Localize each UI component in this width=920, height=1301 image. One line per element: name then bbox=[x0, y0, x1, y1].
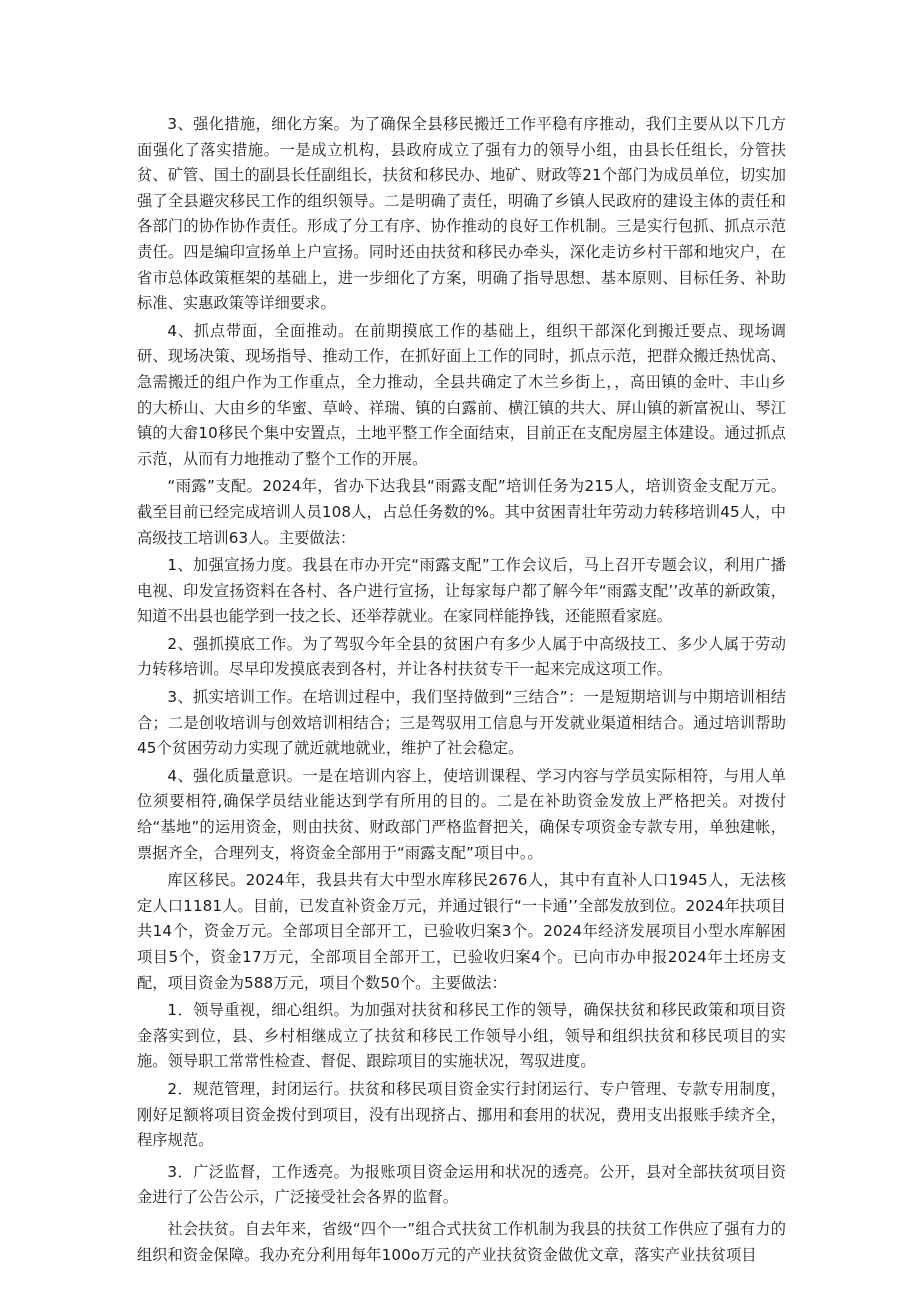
paragraph-quality: 4、强化质量意识。一是在培训内容上，使培训课程、学习内容与学员实际相符，与用人单位须要相符,确保学员结业能达到学有所用的目的。二是在补助资金发放上严格把关。对拨付给“基地”的运用资金，则由扶贫、财政部门严格监督把关，确保专项资金专款专用，单独建帐，票据齐全，合理列支，将资金全部用于“雨露支配”项目中。。 bbox=[137, 766, 786, 862]
paragraph-publicity: 1、加强宣扬力度。我县在市办开完“雨露支配”工作会议后，马上召开专题会议，利用广播电视、印发宣扬资料在各村、各户进行宣扬，让每家每户都了解今年“雨露支配’’改革的新政策，知道不出县也能学到一技之长、还举荐就业。在家同样能挣钱，还能照看家庭。 bbox=[137, 556, 786, 626]
paragraph-social-poverty: 社会扶贫。自去年来，省级“四个一”组合式扶贫工作机制为我县的扶贫工作供应了强有力的组织和资金保障。我办充分利用每年100o万元的产业扶贫资金做优文章，落实产业扶贫项目 bbox=[137, 1219, 786, 1264]
paragraph-leadership: 1．领导重视，细心组织。为加强对扶贫和移民工作的领导，确保扶贫和移民政策和项目资金落实到位，县、乡村相继成立了扶贫和移民工作领导小组，领导和组织扶贫和移民项目的实施。领导职工常常性检查、督促、跟踪项目的实施状况，驾驭进度。 bbox=[137, 1001, 786, 1071]
paragraph-yulu-plan: “雨露”支配。2024年，省办下达我县“雨露支配”培训任务为215人，培训资金支配万元。截至目前已经完成培训人员108人，占总任务数的%。其中贫困青壮年劳动力转移培训45人，中高级技工培训63人。主要做法： bbox=[137, 477, 786, 547]
paragraph-supervision: 3．广泛监督，工作透亮。为报账项目资金运用和状况的透亮。公开，县对全部扶贫项目资金进行了公告公示，广泛接受社会各界的监督。 bbox=[137, 1162, 786, 1207]
paragraph-training: 3、抓实培训工作。在培训过程中，我们坚持做到“三结合”：一是短期培训与中期培训相结合；二是创收培训与创效培训相结合；三是驾驭用工信息与开发就业渠道相结合。通过培训帮助45个贫困劳动力实现了就近就地就业，维护了社会稳定。 bbox=[137, 688, 786, 758]
paragraph-management: 2．规范管理，封闭运行。扶贫和移民项目资金实行封闭运行、专户管理、专款专用制度，刚好足额将项目资金拨付到项目，没有出现挤占、挪用和套用的状况，费用支出报账手续齐全，程序规范。 bbox=[137, 1079, 786, 1150]
paragraph-reservoir-migration: 库区移民。2024年，我县共有大中型水库移民2676人，其中有直补人口1945人，无法核定人口1181人。目前，已发直补资金万元，并通过银行“一卡通’’全部发放到位。2024年扶项目共14个，资金万元。全部项目全部开工，已验收归案3个。2024年经济发展项目小型水库解困项目5个，资金17万元，全部项目全部开工，已验收归案4个。已向市办申报2024年土坯房支配，项目资金为588万元，项目个数50个。主要做法： bbox=[137, 871, 786, 992]
paragraph-measures: 3、强化措施，细化方案。为了确保全县移民搬迁工作平稳有序推动，我们主要从以下几方面强化了落实措施。一是成立机构，县政府成立了强有力的领导小组，由县长任组长，分管扶贫、矿管、国土的副县长任副组长，扶贫和移民办、地矿、财政等21个部门为成员单位，切实加强了全县避灾移民工作的组织领导。二是明确了责任，明确了乡镇人民政府的建设主体的责任和各部门的协作协作责任。形成了分工有序、协作推动的良好工作机制。三是实行包抓、抓点示范责任。四是编印宣扬单上户宣扬。同时还由扶贫和移民办牵头，深化走访乡村干部和地灾户，在省市总体政策框架的基础上，进一步细化了方案，明确了指导思想、基本原则、目标任务、补助标准、实惠政策等详细要求。 bbox=[137, 115, 786, 313]
paragraph-survey: 2、强抓摸底工作。为了驾驭今年全县的贫困户有多少人属于中高级技工、多少人属于劳动力转移培训。尽早印发摸底表到各村，并让各村扶贫专干一起来完成这项工作。 bbox=[137, 634, 786, 679]
paragraph-demonstration: 4、抓点带面，全面推动。在前期摸底工作的基础上，组织干部深化到搬迁要点、现场调研、现场决策、现场指导、推动工作，在抓好面上工作的同时，抓点示范，把群众搬迁热忧高、急需搬迁的组户作为工作重点，全力推动，全县共确定了木兰乡街上，，高田镇的金叶、丰山乡的大桥山、大由乡的华蜜、草岭、祥瑞、镇的白露前、横江镇的共大、屏山镇的新富祝山、琴江镇的大畲10移民个集中安置点，土地平整工作全面结束，目前正在支配房屋主体建设。通过抓点示范，从而有力地推动了整个工作的开展。 bbox=[137, 321, 786, 468]
